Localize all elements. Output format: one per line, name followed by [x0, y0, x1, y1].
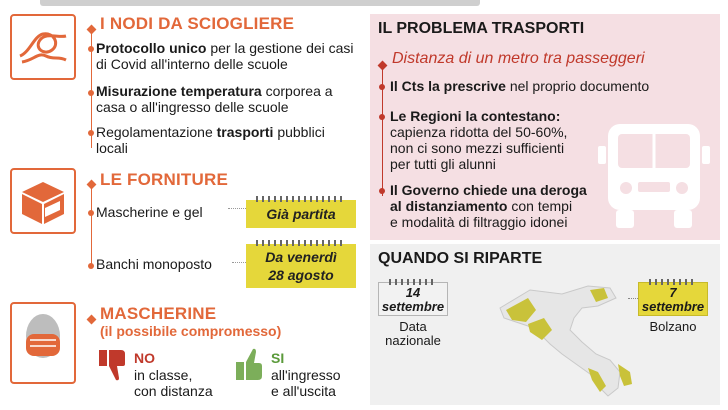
bullet-dot	[88, 210, 94, 216]
section-mascherine-title: MASCHERINE	[100, 304, 217, 323]
section-nodi-title: I NODI DA SCIOGLIERE	[100, 14, 295, 33]
section-mascherine-subtitle: (il possibile compromesso)	[100, 323, 282, 339]
nodi-item-2: Misurazione temperatura corporea a casa o all'ingresso delle scuole	[96, 83, 333, 115]
thumb-up-icon	[234, 346, 266, 387]
mascherine-si-line2: e all'uscita	[271, 383, 336, 399]
calendar-nazionale-label: Data nazionale	[385, 319, 441, 348]
face-mask-icon	[10, 302, 76, 384]
calendar-rings	[256, 196, 346, 202]
calendar-rings	[649, 279, 697, 285]
mascherine-no-line2: con distanza	[134, 383, 213, 399]
trasporti-item-2: Le Regioni la contestano: capienza ridotta del 50-60%, non ci sono mezzi sufficienti per tutti gli alunni	[390, 108, 568, 172]
bullet-dot	[88, 130, 94, 136]
mascherine-no-label: NO	[134, 350, 155, 366]
italy-map	[470, 268, 640, 410]
bullet-dot	[379, 84, 385, 90]
bullet-dot	[379, 114, 385, 120]
leader-line	[232, 262, 246, 263]
trasporti-item-1: Il Cts la prescrive nel proprio documento	[390, 78, 650, 94]
status-badge-mascherine: Già partita	[246, 200, 356, 228]
leader-line	[228, 208, 246, 209]
section-mascherine-header	[88, 310, 95, 328]
knot-icon	[10, 14, 76, 80]
diamond-icon	[87, 315, 97, 325]
calendar-bolzano-label: Bolzano	[649, 319, 697, 334]
bus-icon	[598, 118, 710, 239]
trasporti-title: IL PROBLEMA TRASPORTI	[378, 20, 585, 37]
mascherine-no-line1: in classe,	[134, 367, 193, 383]
leader-line	[628, 298, 638, 299]
forniture-item-1: Mascherine e gel	[96, 204, 203, 220]
box-icon	[10, 168, 76, 234]
bullet-dot	[88, 263, 94, 269]
top-strip	[0, 0, 728, 8]
trasporti-item-3: Il Governo chiede una deroga al distanziamento con tempi e modalità di filtraggio idonei	[390, 182, 587, 230]
bullet-dot	[88, 46, 94, 52]
calendar-rings	[256, 240, 346, 246]
bullet-dot	[88, 90, 94, 96]
nodi-item-3: Regolamentazione trasporti pubblici locali	[96, 124, 325, 156]
thumb-down-icon	[97, 348, 127, 387]
status-badge-banchi: Da venerdì 28 agosto	[246, 244, 356, 288]
riparte-title: QUANDO SI RIPARTE	[378, 250, 543, 267]
section-forniture-title: LE FORNITURE	[100, 170, 229, 189]
bullet-dot	[379, 188, 385, 194]
forniture-item-2: Banchi monoposto	[96, 256, 212, 272]
forniture-timeline	[91, 186, 92, 266]
nodi-item-1: Protocollo unico per la gestione dei casi di Covid all'interno delle scuole	[96, 40, 354, 72]
calendar-nazionale: 14 settembre	[378, 282, 448, 316]
calendar-bolzano: 7 settembre	[638, 282, 708, 316]
mascherine-si-line1: all'ingresso	[271, 367, 341, 383]
calendar-rings	[389, 279, 437, 285]
mascherine-si-label: SI	[271, 350, 285, 366]
trasporti-headline: Distanza di un metro tra passeggeri	[392, 50, 645, 67]
